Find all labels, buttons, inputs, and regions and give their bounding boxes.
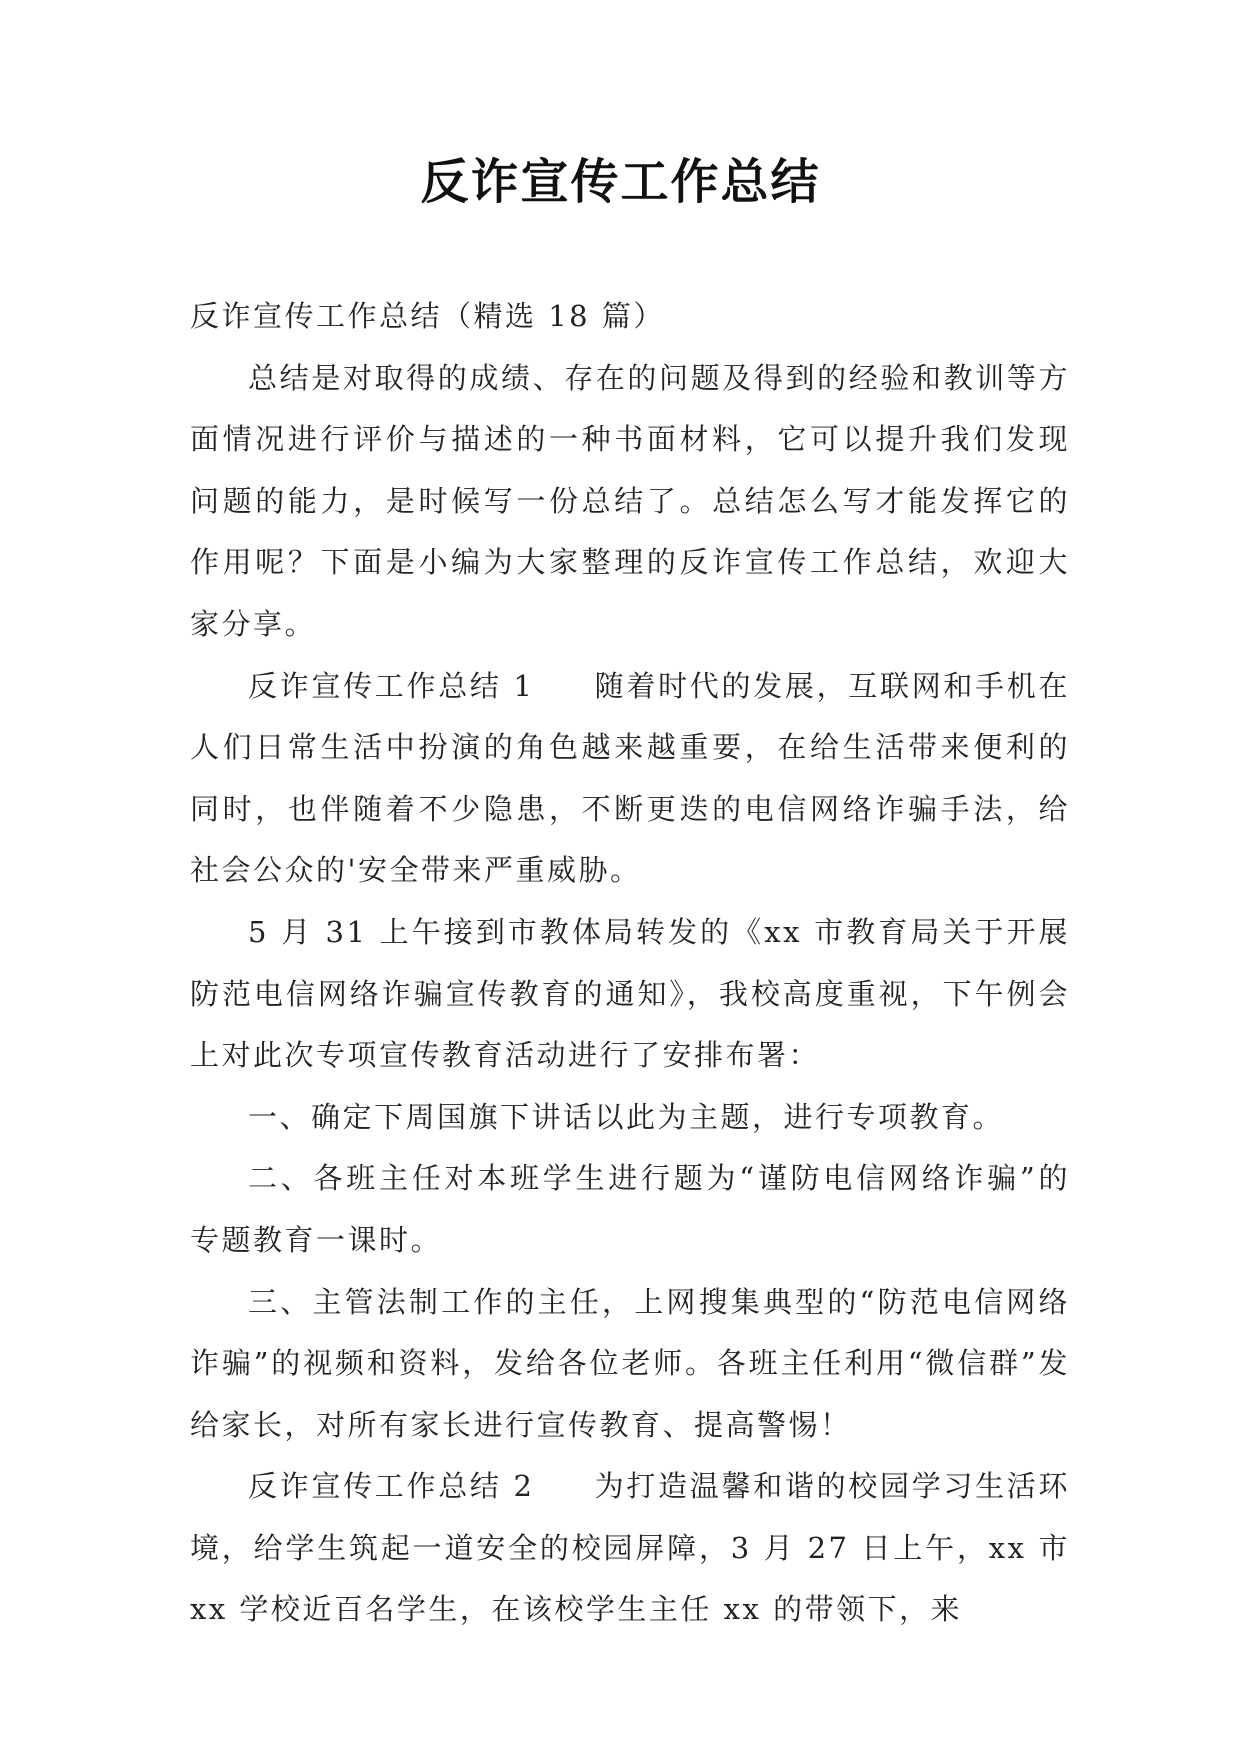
- document-body: [190, 286, 1070, 1641]
- intro-paragraph: 总结是对取得的成绩、存在的问题及得到的经验和教训等方面情况进行评价与描述的一种书面材料，它可以提升我们发现问题的能力，是时候写一份总结了。总结怎么写才能发挥它的作用呢？下面是小编为大家整理的反诈宣传工作总结，欢迎大家分享。: [190, 360, 1070, 641]
- document-title: 反诈宣传工作总结: [420, 154, 821, 210]
- section-2-text: 为打造温馨和谐的校园学习生活环境，给学生筑起一道安全的校园屏障，3 月 27 日上午，xx 市 xx 学校近百名学生，在该校学生主任 xx 的带领下，来: [190, 1469, 1070, 1627]
- list-item-3: 三、主管法制工作的主任，上网搜集典型的“防范电信网络诈骗”的视频和资料，发给各位老师。各班主任利用“微信群”发给家长，对所有家长进行宣传教育、提高警惕！: [190, 1284, 1070, 1442]
- section-1-heading: 反诈宣传工作总结 1: [248, 668, 535, 703]
- section-2-paragraph: [190, 1456, 1070, 1641]
- list-item-2: 二、各班主任对本班学生进行题为“谨防电信网络诈骗”的专题教育一课时。: [190, 1161, 1070, 1257]
- list-item-1: 一、确定下周国旗下讲话以此为主题，进行专项教育。: [248, 1099, 1005, 1134]
- document-subtitle: 反诈宣传工作总结（精选 18 篇）: [190, 299, 665, 333]
- notice-paragraph: 5 月 31 上午接到市教体局转发的《xx 市教育局关于开展防范电信网络诈骗宣传教育的通知》，我校高度重视，下午例会上对此次专项宣传教育活动进行了安排布署：: [190, 914, 1070, 1073]
- section-2-heading: 反诈宣传工作总结 2: [248, 1469, 535, 1504]
- section-1-text: 随着时代的发展，互联网和手机在人们日常生活中扮演的角色越来越重要，在给生活带来便利的同时，也伴随着不少隐患，不断更迭的电信网络诈骗手法，给社会公众的'安全带来严重威胁。: [190, 668, 1070, 888]
- section-1-paragraph: [190, 656, 1070, 902]
